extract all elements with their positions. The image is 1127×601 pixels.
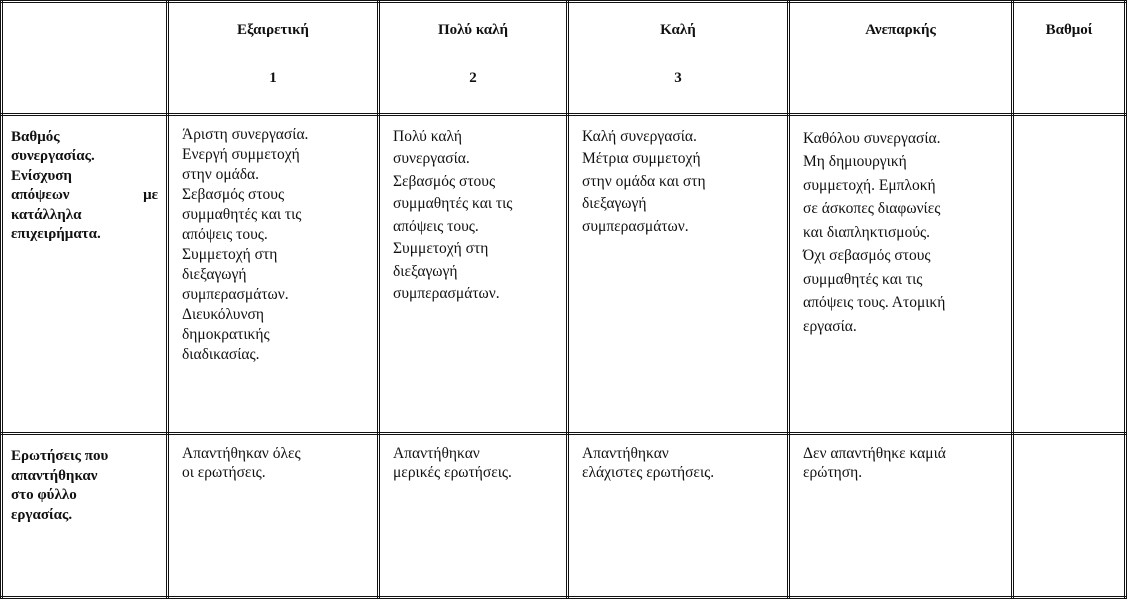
descriptor-line: οι ερωτήσεις. xyxy=(182,464,266,482)
descriptor-line: Μέτρια συμμετοχή xyxy=(582,150,701,168)
rubric-row-cooperation xyxy=(2,114,1126,434)
descriptor-line: διαδικασίας. xyxy=(182,345,260,363)
descriptor-line: δημοκρατικής xyxy=(182,325,270,343)
criterion-line: Βαθμός xyxy=(11,128,60,145)
descriptor-line: στην ομάδα και στη xyxy=(582,172,706,190)
descriptor-line: απόψεις τους. Ατομική xyxy=(803,294,946,312)
level-header-insufficient xyxy=(789,2,1013,115)
criterion-line: κατάλληλα xyxy=(11,206,82,223)
criterion-line: επιχειρήματα. xyxy=(11,226,101,243)
descriptor-line: Συμμετοχή στη xyxy=(393,240,489,258)
descriptor-line: Καθόλου συνεργασία. xyxy=(803,129,941,147)
descriptor-line: απόψεις τους. xyxy=(182,225,268,243)
descriptor-line: διεξαγωγή xyxy=(582,195,647,213)
descriptor-line: διεξαγωγή xyxy=(393,262,458,280)
level-number: 2 xyxy=(469,70,477,86)
grades-header xyxy=(1013,2,1126,115)
level-number: 3 xyxy=(674,70,682,86)
descriptor-cell-very-good xyxy=(379,114,568,434)
header-row xyxy=(2,2,1126,115)
criterion-line: απαντήθηκαν xyxy=(11,467,98,484)
descriptor-line: Συμμετοχή στη xyxy=(182,245,278,263)
level-number xyxy=(790,39,1011,69)
descriptor-line: συμμαθητές και τις xyxy=(393,195,513,213)
criterion-cell xyxy=(2,114,168,434)
descriptor-line: Απαντήθηκαν xyxy=(393,445,480,463)
descriptor-line: απόψεις τους. xyxy=(393,217,479,235)
grade-cell xyxy=(1013,114,1126,434)
descriptor-line: μερικές ερωτήσεις. xyxy=(393,464,512,482)
descriptor-line: Διευκόλυνση xyxy=(182,305,264,323)
descriptor-line: Πολύ καλή xyxy=(393,127,463,145)
descriptor-line: συμπερασμάτων. xyxy=(393,285,500,303)
criterion-line: Ενίσχυση xyxy=(11,167,72,184)
criterion-line: στο φύλλο xyxy=(11,487,77,504)
descriptor-line: συμπερασμάτων. xyxy=(582,217,689,235)
level-header-good xyxy=(568,2,789,115)
descriptor-line: Σεβασμός στους xyxy=(393,172,496,190)
level-label: Ανεπαρκής xyxy=(865,22,936,38)
criterion-word: με xyxy=(143,187,158,204)
descriptor-line: και διαπληκτισμούς. xyxy=(803,223,931,241)
level-label: Πολύ καλή xyxy=(437,22,508,38)
descriptor-line: σε άσκοπες διαφωνίες xyxy=(803,200,941,218)
descriptor-line: συνεργασία. xyxy=(393,150,470,168)
descriptor-line: στην ομάδα. xyxy=(182,165,260,183)
criterion-line: Ερωτήσεις που xyxy=(11,448,109,465)
descriptor-line: Μη δημιουργική xyxy=(803,153,907,171)
criterion-line: εργασίας. xyxy=(11,506,73,523)
descriptor-line: Ενεργή συμμετοχή xyxy=(182,145,300,163)
level-header-excellent xyxy=(168,2,379,115)
level-header-very-good xyxy=(379,2,568,115)
descriptor-cell-excellent xyxy=(168,434,379,598)
criterion-justified-line xyxy=(11,186,158,206)
grade-cell xyxy=(1013,434,1126,598)
grades-label: Βαθμοί xyxy=(1045,22,1093,38)
descriptor-line: Καλή συνεργασία. xyxy=(582,127,697,145)
descriptor-line: συμμαθητές και τις xyxy=(182,205,302,223)
descriptor-line: ελάχιστες ερωτήσεις. xyxy=(582,464,715,482)
descriptor-cell-very-good xyxy=(379,434,568,598)
descriptor-cell-insufficient xyxy=(789,434,1013,598)
descriptor-line: Απαντήθηκαν xyxy=(582,445,669,463)
level-number: 1 xyxy=(269,70,277,86)
corner-cell xyxy=(2,2,168,115)
criterion-line: συνεργασίας. xyxy=(11,148,95,165)
descriptor-line: Σεβασμός στους xyxy=(182,185,285,203)
descriptor-line: Απαντήθηκαν όλες xyxy=(182,445,301,463)
rubric-row-questions xyxy=(2,434,1126,598)
descriptor-cell-insufficient xyxy=(789,114,1013,434)
descriptor-line: διεξαγωγή xyxy=(182,265,247,283)
level-label: Καλή xyxy=(660,22,696,38)
criterion-cell xyxy=(2,434,168,598)
criterion-word: απόψεων xyxy=(11,187,70,204)
descriptor-line: Όχι σεβασμός στους xyxy=(803,247,931,265)
descriptor-line: εργασία. xyxy=(803,317,857,335)
descriptor-line: Άριστη συνεργασία. xyxy=(182,125,309,143)
descriptor-line: Δεν απαντήθηκε καμιά xyxy=(803,445,946,463)
descriptor-line: συμμετοχή. Εμπλοκή xyxy=(803,176,936,194)
descriptor-cell-excellent xyxy=(168,114,379,434)
level-label: Εξαιρετική xyxy=(237,22,309,38)
descriptor-line: ερώτηση. xyxy=(803,464,863,482)
descriptor-cell-good xyxy=(568,434,789,598)
descriptor-line: συμπερασμάτων. xyxy=(182,285,289,303)
descriptor-line: συμμαθητές και τις xyxy=(803,270,923,288)
descriptor-cell-good xyxy=(568,114,789,434)
